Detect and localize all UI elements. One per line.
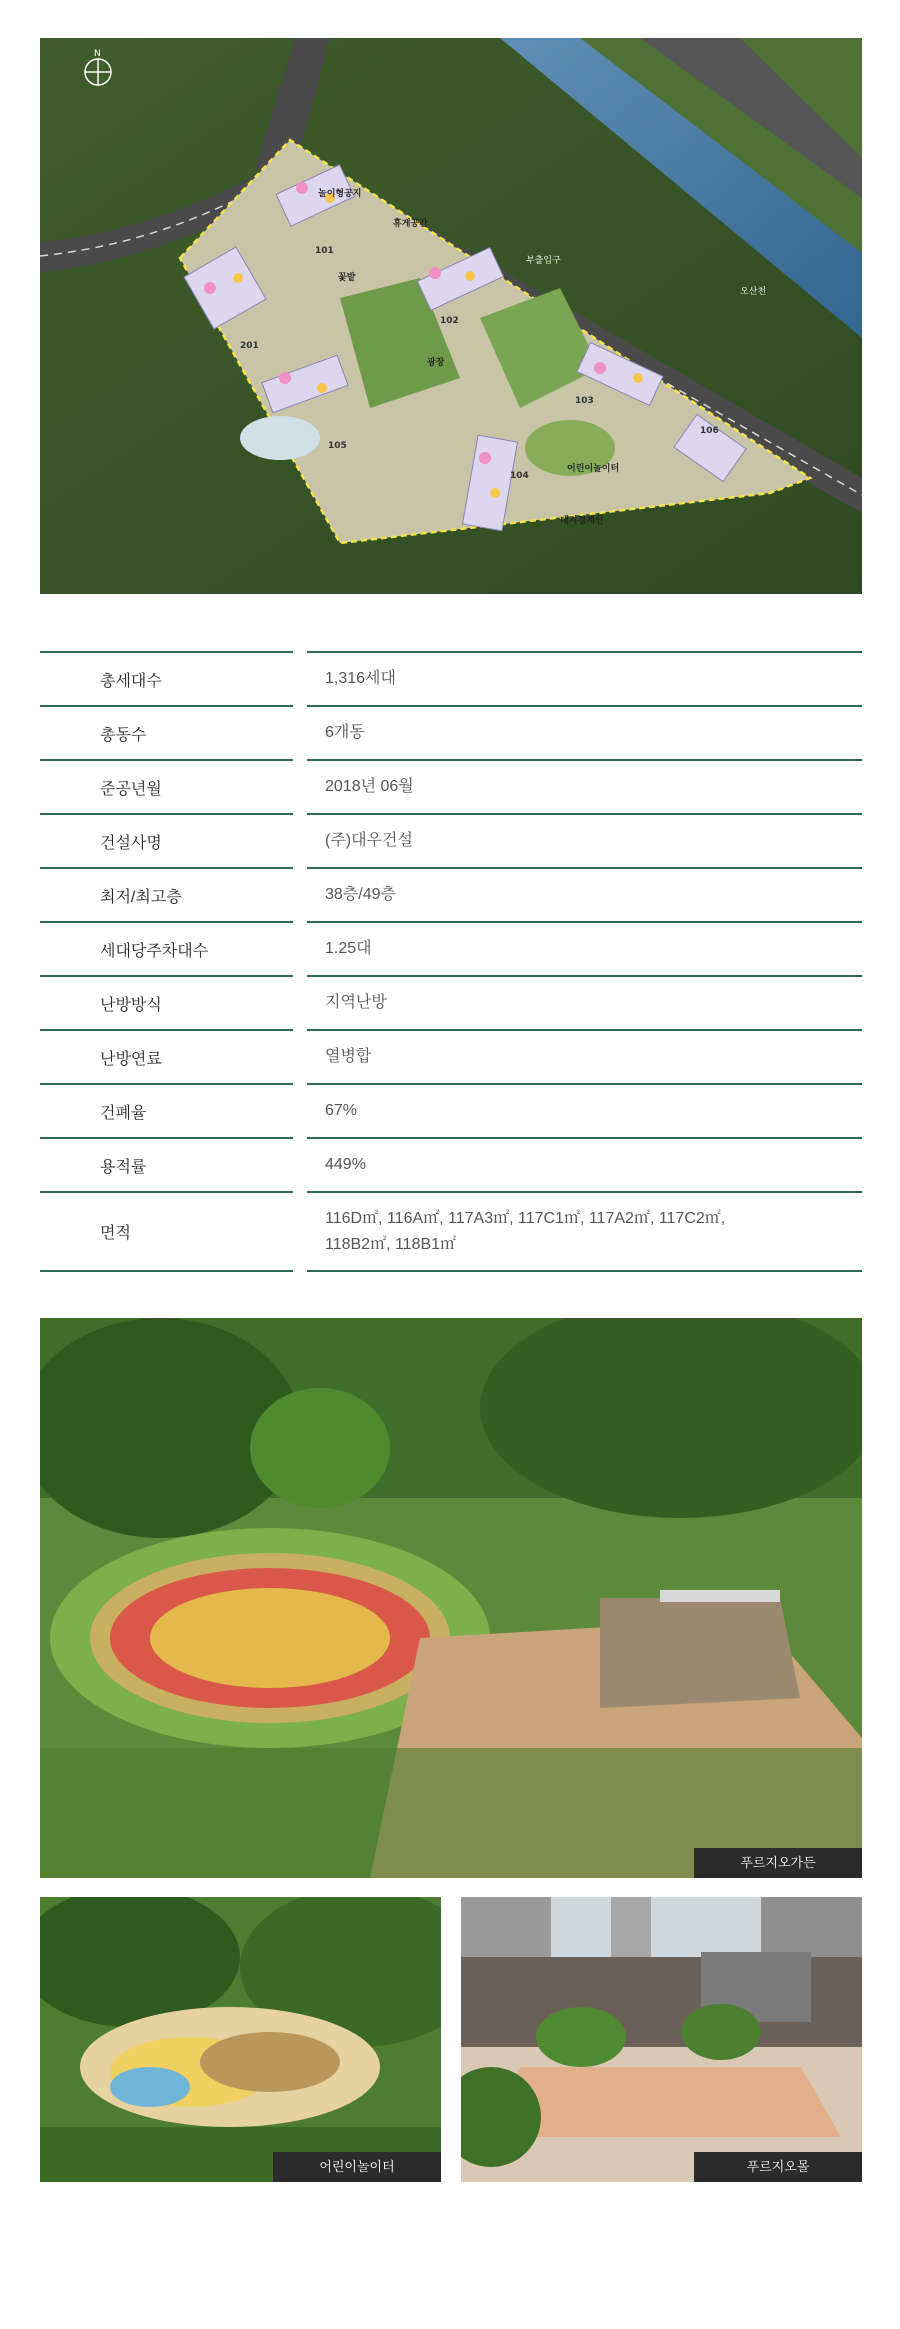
garden-photo	[40, 1318, 862, 1878]
row-label: 건설사명	[100, 834, 162, 852]
bnum-106: 106	[700, 426, 719, 436]
info-table	[40, 651, 862, 1272]
row-label: 면적	[100, 1225, 131, 1242]
table-row	[40, 651, 862, 705]
row-value: 지역난방	[325, 994, 387, 1011]
bnum-103: 103	[575, 396, 594, 406]
row-value: 67%	[325, 1102, 358, 1119]
label-river: 오산천	[740, 287, 767, 297]
row-label: 총동수	[100, 726, 147, 744]
bnum-102: 102	[440, 316, 459, 326]
table-row	[40, 759, 862, 813]
row-value	[325, 1193, 825, 1270]
mall-photo	[461, 1897, 862, 2182]
table-row	[40, 1083, 862, 1137]
label-kids-play-3: 어린이놀이터	[567, 464, 620, 474]
label-rest-area: 휴게공간	[393, 219, 428, 229]
row-value: 449%	[325, 1156, 366, 1173]
row-value: 38층/49층	[325, 886, 396, 903]
row-label: 난방방식	[100, 996, 162, 1014]
row-value: 2018년 06월	[325, 778, 414, 795]
row-value: 1,316세대	[325, 670, 396, 687]
bnum-104: 104	[510, 471, 529, 481]
row-value: 1.25대	[325, 940, 372, 957]
north-label: N	[94, 49, 101, 59]
row-label: 세대당주차대수	[100, 942, 209, 960]
table-row	[40, 975, 862, 1029]
row-label: 총세대수	[100, 672, 162, 690]
table-row	[40, 1191, 862, 1272]
area-line-2: 118B2㎡, 118B1㎡	[325, 1235, 457, 1253]
row-value: 6개동	[325, 724, 365, 741]
site-plan-image	[40, 38, 862, 594]
row-label: 용적률	[100, 1158, 147, 1176]
area-line-1: 116D㎡, 116A㎡, 117A3㎡, 117C1㎡, 117A2㎡, 117C2㎡,	[325, 1209, 726, 1227]
row-label: 준공년월	[100, 780, 162, 798]
table-row	[40, 1029, 862, 1083]
table-row	[40, 921, 862, 975]
table-row	[40, 1137, 862, 1191]
bnum-105: 105	[328, 441, 347, 451]
label-playground-top: 놀이형공지	[318, 189, 362, 199]
label-sub-entrance: 부출입구	[526, 256, 561, 266]
table-row	[40, 813, 862, 867]
label-garden: 꽃밭	[338, 273, 356, 283]
main-photo-caption: 푸르지오가든	[694, 1848, 862, 1878]
left-photo-caption: 어린이놀이터	[273, 2152, 441, 2182]
bnum-201: 201	[240, 341, 259, 351]
label-boundary: 대지경계선	[560, 516, 604, 526]
label-plaza: 광장	[427, 358, 445, 368]
table-row	[40, 705, 862, 759]
row-value: (주)대우건설	[325, 832, 413, 849]
playground-photo	[40, 1897, 441, 2182]
right-photo-caption: 푸르지오몰	[694, 2152, 862, 2182]
table-row	[40, 867, 862, 921]
row-label: 건폐율	[100, 1104, 147, 1122]
row-label: 난방연료	[100, 1050, 162, 1068]
row-label: 최저/최고층	[100, 888, 182, 906]
bnum-101: 101	[315, 246, 334, 256]
row-value: 열병합	[325, 1048, 372, 1065]
